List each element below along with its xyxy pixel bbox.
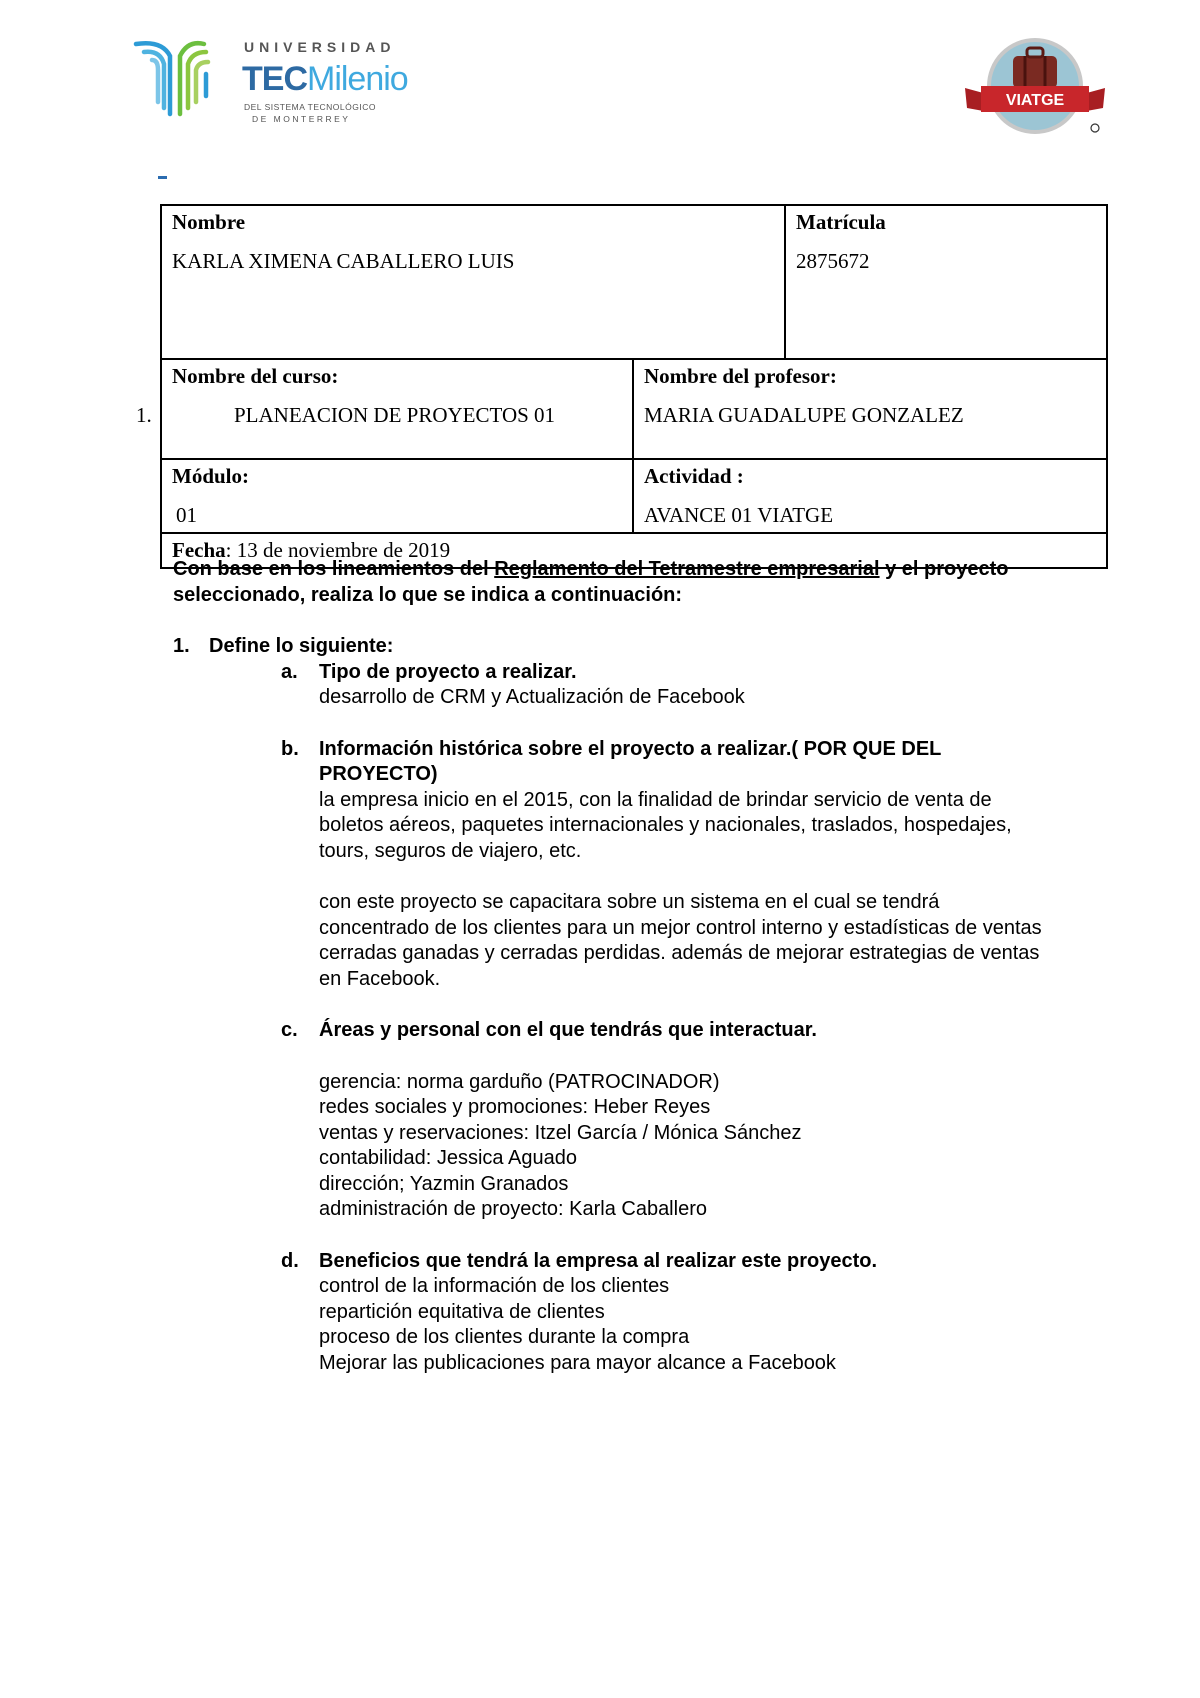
item-d-line: proceso de los clientes durante la compra	[319, 1326, 690, 1348]
svg-text:DE MONTERREY: DE MONTERREY	[252, 114, 351, 124]
curso-cell	[161, 359, 633, 459]
assignment-content	[173, 557, 1053, 1376]
item-b-paragraph-1: la empresa inicio en el 2015, con la finalidad de brindar servicio de venta de boletos aéreos, paquetes internacionales y nacionales, traslados, hospedajes, tours, seguros de viajero, etc.	[319, 788, 1012, 862]
item-c	[173, 1018, 1053, 1223]
item-c-letter: c.	[281, 1019, 298, 1041]
item-d	[173, 1249, 1053, 1377]
nombre-label: Nombre	[172, 210, 246, 234]
svg-text:UNIVERSIDAD: UNIVERSIDAD	[244, 39, 396, 55]
item-d-line: Mejorar las publicaciones para mayor alcance a Facebook	[319, 1351, 836, 1374]
item-b-letter: b.	[281, 737, 299, 760]
profesor-value: MARIA GUADALUPE GONZALEZ	[644, 403, 964, 427]
item-b-heading: Información histórica sobre el proyecto a realizar.( POR QUE DEL PROYECTO)	[319, 737, 942, 785]
item-b-paragraph-2: con este proyecto se capacitara sobre un sistema en el cual se tendrá concentrado de los clientes para un mejor control interno y estadísticas de ventas cerradas ganadas y cerradas perdidas. además de mejorar estrategias de ventas en Facebook.	[319, 891, 1042, 990]
item-d-heading: Beneficios que tendrá la empresa al realizar este proyecto.	[319, 1249, 878, 1272]
item-a	[173, 660, 1053, 711]
regulation-reference: Reglamento del Tetramestre empresarial	[494, 558, 880, 580]
modulo-value: 01	[176, 503, 197, 527]
item-c-heading: Áreas y personal con el que tendrás que interactuar.	[319, 1019, 817, 1041]
item-d-line: repartición equitativa de clientes	[319, 1300, 605, 1323]
item-c-line: administración de proyecto: Karla Caballero	[319, 1198, 707, 1220]
blue-dash-mark	[158, 176, 167, 179]
item-a-letter: a.	[281, 660, 298, 683]
fecha-value: : 13 de noviembre de 2019	[225, 538, 451, 562]
nombre-value: KARLA XIMENA CABALLERO LUIS	[172, 249, 515, 273]
item-b	[173, 737, 1053, 993]
item-c-line: ventas y reservaciones: Itzel García / Mónica Sánchez	[319, 1121, 802, 1144]
profesor-cell	[633, 359, 1107, 459]
actividad-label: Actividad :	[644, 464, 744, 488]
profesor-label: Nombre del profesor:	[644, 364, 837, 388]
item-c-line: gerencia: norma garduño (PATROCINADOR)	[319, 1070, 720, 1093]
form-list-number: 1.	[136, 403, 152, 427]
intro-paragraph	[173, 557, 1053, 608]
intro-text-2: y el proyecto seleccionado, realiza lo que se indica a continuación:	[173, 558, 1009, 606]
matricula-value: 2875672	[796, 249, 870, 273]
actividad-value: AVANCE 01 VIATGE	[644, 503, 834, 527]
viatge-logo	[963, 36, 1113, 146]
tecmilenio-logo	[132, 34, 432, 134]
tecmilenio-mark-icon	[136, 43, 208, 114]
modulo-label: Módulo:	[172, 464, 250, 488]
intro-text-1: Con base en los lineamientos del	[173, 558, 495, 580]
item-a-heading: Tipo de proyecto a realizar.	[319, 660, 577, 683]
section-1-heading	[173, 634, 1053, 660]
curso-value: PLANEACION DE PROYECTOS 01	[234, 403, 556, 427]
matricula-cell	[785, 205, 1107, 359]
item-c-line: dirección; Yazmin Granados	[319, 1172, 569, 1195]
item-c-line: contabilidad: Jessica Aguado	[319, 1147, 577, 1169]
student-info-table	[160, 204, 1108, 569]
modulo-cell	[161, 459, 633, 533]
svg-text:VIATGE: VIATGE	[1005, 92, 1065, 109]
nombre-cell	[161, 205, 785, 359]
item-d-letter: d.	[281, 1249, 299, 1272]
item-d-line: control de la información de los clientes	[319, 1275, 670, 1297]
matricula-label: Matrícula	[796, 210, 886, 234]
svg-text:TECMilenio: TECMilenio	[242, 60, 408, 98]
section-1-title: Define lo siguiente:	[209, 635, 394, 657]
fecha-label: Fecha	[172, 538, 226, 562]
section-1-number: 1.	[173, 635, 190, 657]
svg-text:DEL SISTEMA TECNOLÓGICO: DEL SISTEMA TECNOLÓGICO	[244, 102, 376, 112]
item-a-line: desarrollo de CRM y Actualización de Facebook	[319, 686, 745, 708]
item-c-line: redes sociales y promociones: Heber Reyes	[319, 1096, 711, 1118]
curso-label: Nombre del curso:	[172, 364, 339, 388]
actividad-cell	[633, 459, 1107, 533]
